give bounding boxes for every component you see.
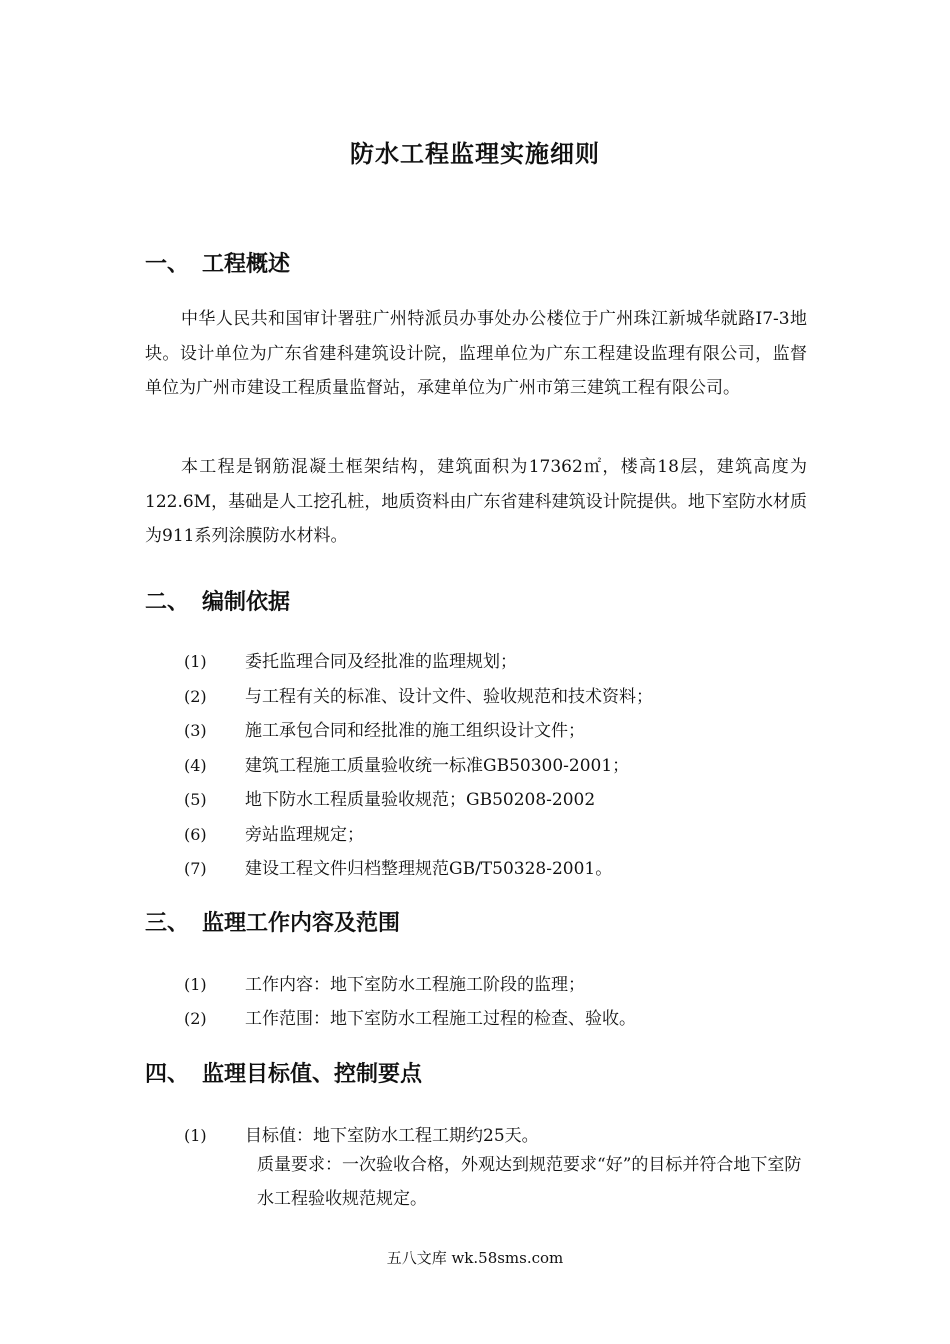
list-item (184, 1121, 539, 1146)
item-text: 委托监理合同及经批准的监理规划； (245, 652, 517, 672)
section-number: 一、 (145, 252, 190, 277)
list-item (184, 647, 517, 672)
list-item (184, 970, 585, 995)
item-text: 建筑工程施工质量验收统一标准GB50300-2001； (245, 756, 630, 776)
item-text: 目标值：地下室防水工程工期约25天。 (245, 1126, 539, 1146)
list-item (184, 785, 595, 810)
item-text: 工作内容：地下室防水工程施工阶段的监理； (245, 975, 585, 995)
section-number: 三、 (145, 911, 190, 936)
section-heading-2 (145, 585, 290, 616)
section-title: 工程概述 (202, 252, 291, 277)
section-title: 监理目标值、控制要点 (202, 1062, 423, 1087)
list-item (184, 854, 612, 879)
item-text: 与工程有关的标准、设计文件、验收规范和技术资料； (245, 687, 653, 707)
list-item (184, 820, 364, 845)
footer-watermark: 五八文库 wk.58sms.com (386, 1249, 564, 1267)
item-text: 旁站监理规定； (245, 825, 364, 845)
section-heading-4 (145, 1057, 422, 1088)
item-number: (6) (184, 825, 207, 844)
section-title: 监理工作内容及范围 (202, 911, 401, 936)
section-title: 编制依据 (202, 590, 291, 615)
item-number: (7) (184, 859, 207, 878)
list-item (184, 716, 585, 741)
item-text: 建设工程文件归档整理规范GB/T50328-2001。 (245, 859, 613, 879)
item-text: 地下防水工程质量验收规范；GB50208-2002 (245, 790, 596, 810)
overview-paragraph-2: 本工程是钢筋混凝土框架结构，建筑面积为17362㎡，楼高18层，建筑高度为122.6M，基础是人工挖孔桩，地质资料由广东省建科建筑设计院提供。地下室防水材质为911系列涂膜防水材料。 (145, 457, 807, 546)
section-heading-1 (145, 247, 290, 278)
overview-paragraph-1: 中华人民共和国审计署驻广州特派员办事处办公楼位于广州珠江新城华就路I7-3地块。设计单位为广东省建科建筑设计院，监理单位为广东工程建设监理有限公司，监督单位为广州市建设工程质量监督站，承建单位为广州市第三建筑工程有限公司。 (145, 309, 807, 398)
item-text: 工作范围：地下室防水工程施工过程的检查、验收。 (245, 1009, 636, 1029)
item-number: (1) (184, 975, 207, 994)
list-item (184, 751, 629, 776)
quality-requirement-text: 质量要求：一次验收合格，外观达到规范要求“好”的目标并符合地下室防水工程验收规范规定。 (257, 1155, 802, 1209)
document-title: 防水工程监理实施细则 (350, 140, 600, 168)
item-number: (4) (184, 756, 207, 775)
item-number: (3) (184, 721, 207, 740)
item-number: (5) (184, 790, 207, 809)
list-item (184, 1004, 636, 1029)
section-number: 四、 (145, 1062, 190, 1087)
item-number: (1) (184, 652, 207, 671)
item-number: (1) (184, 1126, 207, 1145)
item-number: (2) (184, 1009, 207, 1028)
item-number: (2) (184, 687, 207, 706)
section-heading-3 (145, 906, 400, 937)
section-number: 二、 (145, 590, 190, 615)
list-item (184, 682, 653, 707)
item-text: 施工承包合同和经批准的施工组织设计文件； (245, 721, 585, 741)
